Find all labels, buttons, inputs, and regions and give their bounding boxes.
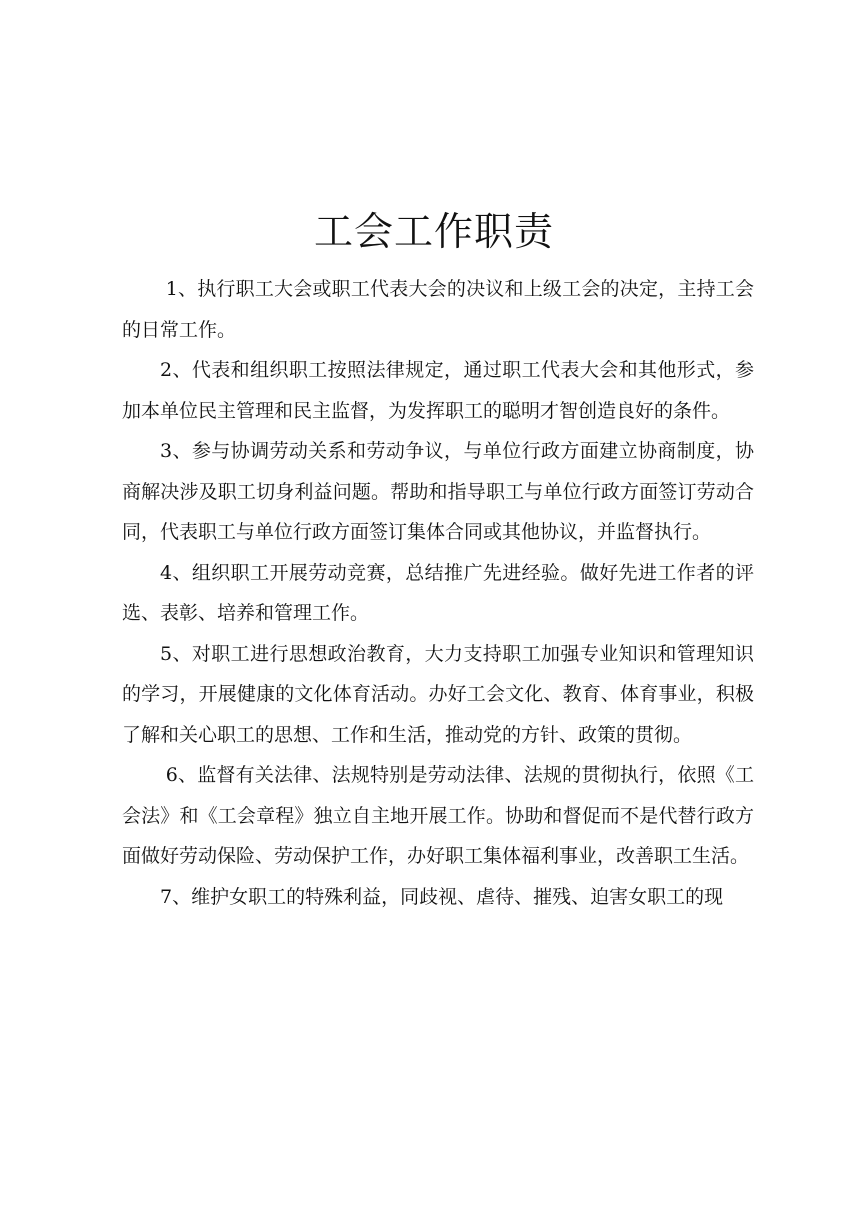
paragraph-5: 5、对职工进行思想政治教育，大力支持职工加强专业知识和管理知识的学习，开展健康的文化体育活动。办好工会文化、教育、体育事业，积极了解和关心职工的思想、工作和生活，推动党的方针、政策的贯彻。	[122, 642, 754, 746]
paragraph-6: 6、监督有关法律、法规特别是劳动法律、法规的贯彻执行，依照《工会法》和《工会章程》独立自主地开展工作。协助和督促而不是代替行政方面做好劳动保险、劳动保护工作，办好职工集体福利事业，改善职工生活。	[122, 764, 754, 867]
paragraph-2: 2、代表和组织职工按照法律规定，通过职工代表大会和其他形式，参加本单位民主管理和民主监督，为发挥职工的聪明才智创造良好的条件。	[122, 359, 754, 422]
paragraph-7: 7、维护女职工的特殊利益，同歧视、虐待、摧残、迫害女职工的现	[160, 885, 724, 908]
paragraph-4: 4、组织职工开展劳动竞赛，总结推广先进经验。做好先进工作者的评选、表彰、培养和管理工作。	[122, 561, 754, 624]
paragraph-3: 3、参与协调劳动关系和劳动争议，与单位行政方面建立协商制度，协商解决涉及职工切身利益问题。帮助和指导职工与单位行政方面签订劳动合同，代表职工与单位行政方面签订集体合同或其他协议，并监督执行。	[122, 440, 754, 543]
paragraph-1: 1、执行职工大会或职工代表大会的决议和上级工会的决定，主持工会的日常工作。	[122, 278, 754, 341]
document-title: 工会工作职责	[313, 210, 554, 255]
document-body	[122, 269, 754, 917]
